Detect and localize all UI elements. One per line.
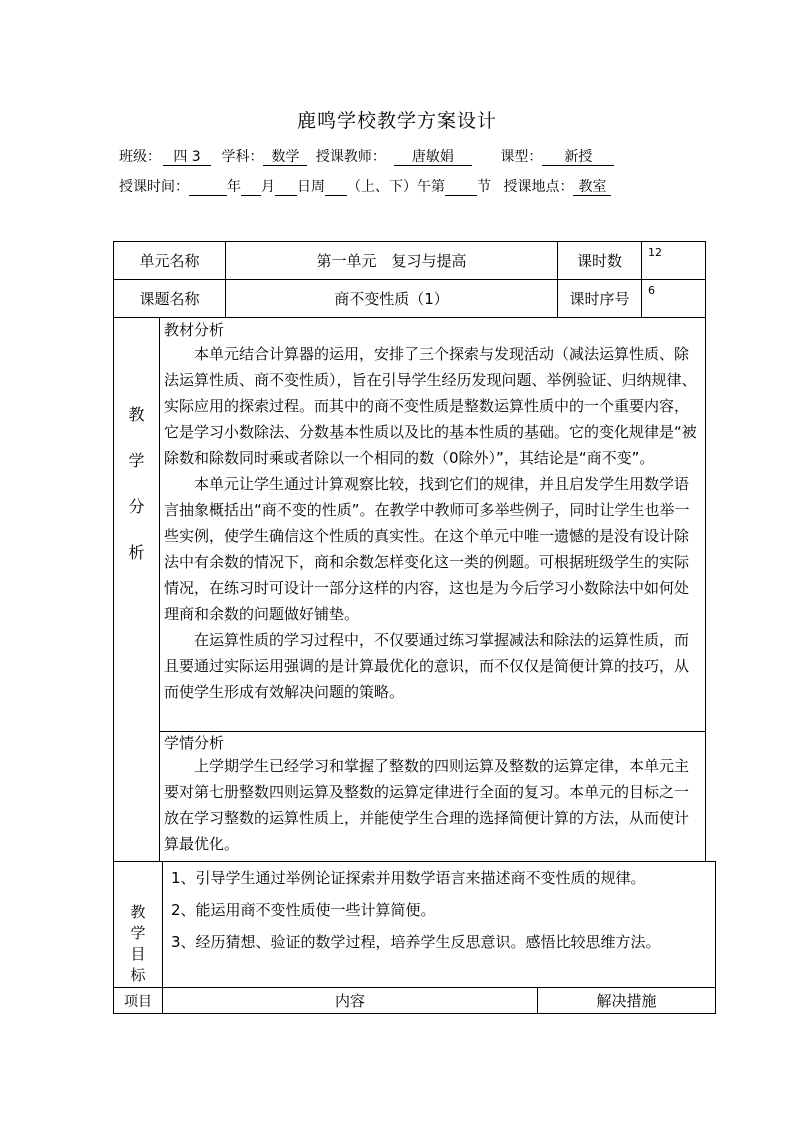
month-blank [241,179,261,196]
goals-label-cell [113,861,163,988]
header-line-2 [119,176,611,196]
seq-cell [641,279,706,318]
day-week-label: 日周 [297,179,325,195]
location-label: 授课地点： [503,179,574,195]
subject-label: 学科： [221,149,264,165]
header-line-1 [119,146,614,166]
teacher-value: 唐敏娟 [394,149,472,166]
hours-cell [641,241,706,280]
student-analysis-cell [159,731,706,862]
footer-content-label: 内容 [162,987,538,1014]
seq-label: 课时序号 [557,279,642,318]
unit-name-value: 第一单元 复习与提高 [225,241,558,280]
seq-value: 6 [648,284,655,297]
year-label: 年 [227,179,241,195]
student-paragraph: 上学期学生已经学习和掌握了整数的四则运算及整数的运算定律，本单元主要对第七册整数四则运算及整数的运算定律进行全面的复习。本单元的目标之一放在学习整数的运算性质上，并能使学生合理的选择简便计算的方法，从而使计算最优化。 [164,757,690,853]
hours-value: 12 [648,246,662,259]
material-paragraph: 本单元结合计算器的运用，安排了三个探索与发现活动（减法运算性质、除法运算性质、商不变性质），旨在引导学生经历发现问题、举例验证、归纳规律、实际应用的探索过程。而其中的商不变性质是整数运算性质中的一个重要内容，它是学习小数除法、分数基本性质以及比的基本性质的基础。它的变化规律是“被除数和除数同时乘或者除以一个相同的数（0除外）”，其结论是“商不变”。 [164,345,697,467]
goal-item: 3、经历猜想、验证的数学过程，培养学生反思意识。感悟比较思维方法。 [171,933,661,951]
analysis-vertical-label: 教 学 分 析 [128,405,145,562]
footer-measures-label: 解决措施 [537,987,716,1014]
topic-label: 课题名称 [113,279,226,318]
unit-name-label: 单元名称 [113,241,226,280]
material-heading: 教材分析 [164,321,225,339]
type-label: 课型： [500,149,543,165]
analysis-label-cell [113,317,160,862]
day-blank [275,179,297,196]
goals-cell [162,861,716,988]
topic-value: 商不变性质（1） [225,279,558,318]
student-heading: 学情分析 [164,734,225,752]
year-blank [189,179,227,196]
week-blank [325,179,347,196]
period-label: 节 [477,179,491,195]
type-value: 新授 [542,149,614,166]
material-paragraph: 在运算性质的学习过程中，不仅要通过练习掌握减法和除法的运算性质，而且要通过实际运用强调的是计算最优化的意识，而不仅仅是简便计算的技巧，从而使学生形成有效解决问题的策略。 [164,631,690,701]
hours-label: 课时数 [557,241,642,280]
class-value: 四 3 [163,149,211,166]
month-label: 月 [261,179,275,195]
location-value: 教室 [573,179,611,196]
goal-item: 1、引导学生通过举例论证探索并用数学语言来描述商不变性质的规律。 [171,869,646,887]
material-analysis-cell [159,317,706,732]
goals-vertical-label: 教 学 目 标 [130,903,146,984]
page-title: 鹿鸣学校教学方案设计 [296,110,497,132]
time-label: 授课时间： [119,179,189,195]
goal-item: 2、能运用商不变性质使一些计算简便。 [171,901,436,919]
subject-value: 数学 [263,149,307,166]
material-paragraph: 本单元让学生通过计算观察比较，找到它们的规律，并且启发学生用数学语言抽象概括出“商不变的性质”。在教学中教师可多举些例子，同时让学生也举一些实例，使学生确信这个性质的真实性。在这个单元中唯一遗憾的是没有设计除法中有余数的情况下，商和余数怎样变化这一类的例题。可根据班级学生的实际情况，在练习时可设计一部分这样的内容，这也是为今后学习小数除法中如何处理商和余数的问题做好铺垫。 [164,475,690,623]
period-blank [445,179,477,196]
teacher-label: 授课教师： [315,149,386,165]
class-label: 班级： [119,149,161,165]
footer-item-label: 项目 [113,987,163,1014]
am-pm-label: （上、下）午第 [347,179,445,195]
